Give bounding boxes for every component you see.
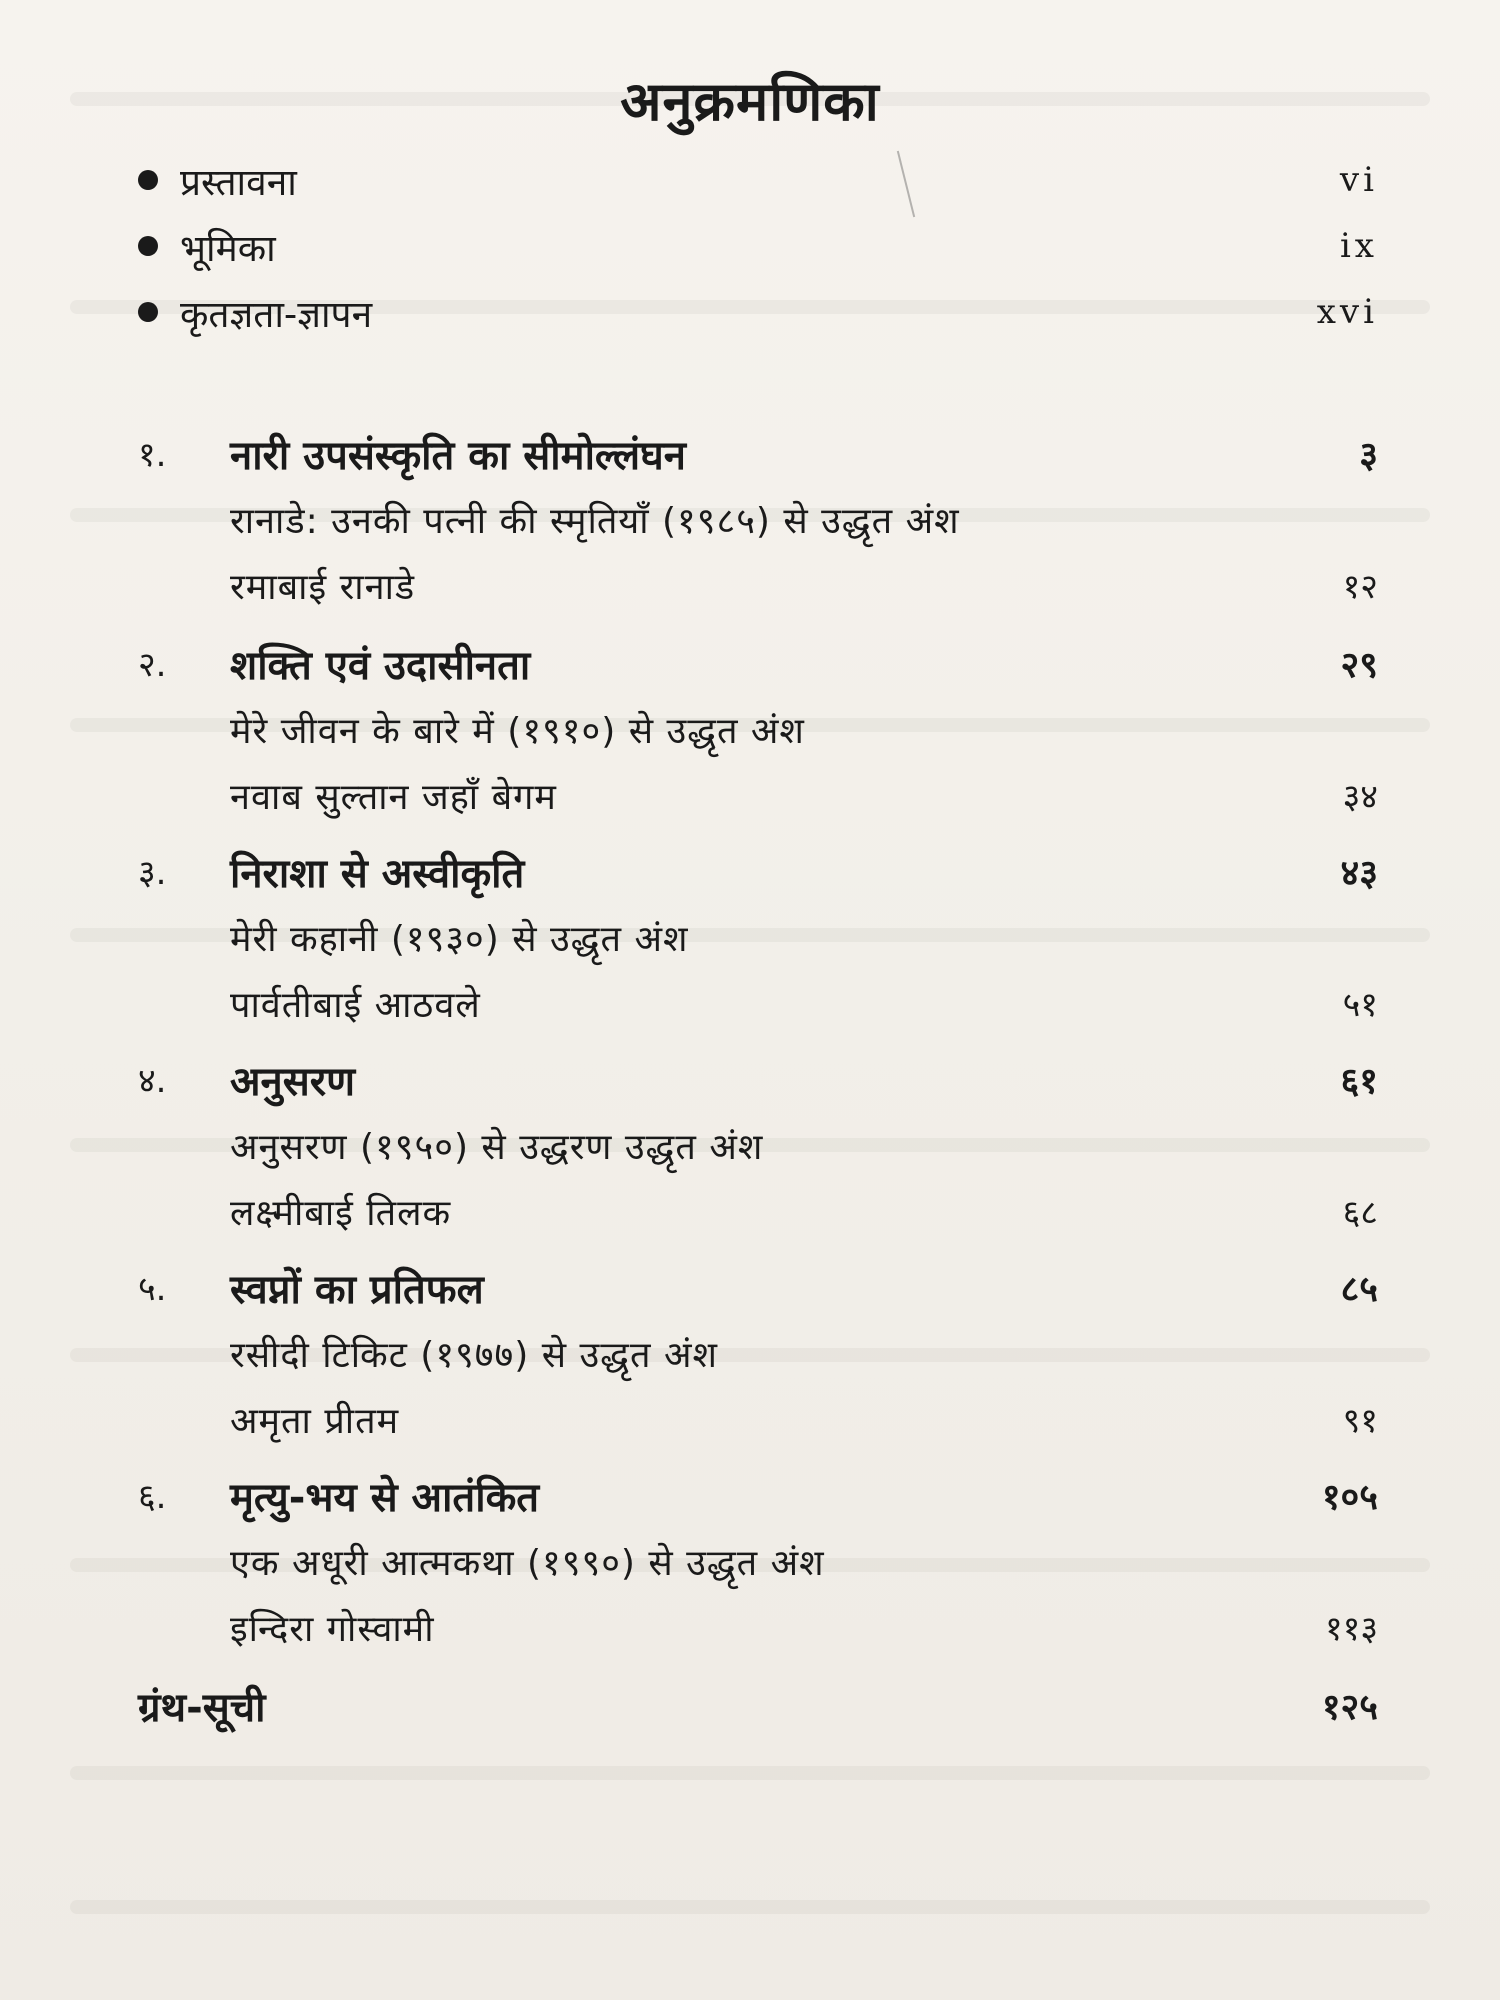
excerpt-source: रानाडे: उनकी पत्नी की स्मृतियाँ (१९८५) से उद्धृत अंश — [230, 500, 960, 542]
excerpt-source: मेरी कहानी (१९३०) से उद्धृत अंश — [230, 918, 689, 960]
author-page: ९१ — [1342, 1401, 1378, 1441]
chapter-title: मृत्यु-भय से आतंकित — [230, 1474, 540, 1521]
chapter-number: १. — [138, 435, 167, 475]
excerpt-author: अमृता प्रीतम — [230, 1400, 400, 1442]
chapter-page: ४३ — [1340, 852, 1378, 894]
excerpt-author: रमाबाई रानाडे — [230, 566, 416, 608]
toc-author[interactable] — [230, 762, 1378, 828]
toc-author[interactable] — [230, 1386, 1378, 1452]
excerpt-author: इन्दिरा गोस्वामी — [230, 1608, 435, 1650]
chapter-title: शक्ति एवं उदासीनता — [230, 642, 531, 689]
toc-excerpt[interactable] — [230, 486, 1378, 552]
author-page: १२ — [1342, 567, 1378, 607]
chapter-number: ३. — [138, 853, 167, 893]
toc-front-label: भूमिका — [180, 226, 276, 270]
chapter-title: नारी उपसंस्कृति का सीमोल्लंघन — [230, 432, 686, 479]
chapter-page: १०५ — [1321, 1476, 1378, 1518]
toc-chapter[interactable] — [138, 420, 1378, 486]
toc-chapter[interactable] — [138, 1254, 1378, 1320]
bullet-icon — [138, 170, 158, 190]
toc-author[interactable] — [230, 552, 1378, 618]
page-title: अनुक्रमणिका — [620, 70, 880, 133]
author-page: ५१ — [1342, 985, 1378, 1025]
show-through-line — [70, 1766, 1430, 1780]
toc-chapter[interactable] — [138, 1046, 1378, 1112]
author-page: ११३ — [1324, 1609, 1378, 1649]
toc-chapter[interactable] — [138, 838, 1378, 904]
toc-author[interactable] — [230, 1594, 1378, 1660]
bullet-icon — [138, 236, 158, 256]
toc-chapter[interactable] — [138, 630, 1378, 696]
toc-author[interactable] — [230, 970, 1378, 1036]
toc-author[interactable] — [230, 1178, 1378, 1244]
excerpt-source: मेरे जीवन के बारे में (१९१०) से उद्धृत अंश — [230, 710, 805, 752]
bullet-icon — [138, 302, 158, 322]
toc-excerpt[interactable] — [230, 1528, 1378, 1594]
toc-front-page: vi — [1339, 160, 1378, 200]
chapter-title: स्वप्नों का प्रतिफल — [230, 1266, 484, 1313]
toc-front-label: कृतज्ञता-ज्ञापन — [180, 292, 373, 336]
toc-excerpt[interactable] — [230, 1112, 1378, 1178]
toc-front-item[interactable] — [138, 213, 1378, 279]
chapter-page: ६१ — [1340, 1060, 1378, 1102]
chapter-page: ३ — [1359, 434, 1378, 476]
toc-chapter[interactable] — [138, 1462, 1378, 1528]
author-page: ३४ — [1342, 777, 1378, 817]
chapter-page: ८५ — [1340, 1268, 1378, 1310]
toc-bibliography[interactable] — [138, 1672, 1378, 1738]
toc-excerpt[interactable] — [230, 696, 1378, 762]
chapter-number: ४. — [138, 1061, 167, 1101]
excerpt-author: लक्ष्मीबाई तिलक — [230, 1192, 452, 1234]
excerpt-source: अनुसरण (१९५०) से उद्धरण उद्धृत अंश — [230, 1126, 764, 1168]
toc-excerpt[interactable] — [230, 1320, 1378, 1386]
bibliography-title: ग्रंथ-सूची — [138, 1684, 266, 1731]
toc-front-page: xvi — [1316, 292, 1378, 332]
chapter-number: ६. — [138, 1477, 167, 1517]
chapter-title: निराशा से अस्वीकृति — [230, 850, 525, 897]
author-page: ६८ — [1342, 1193, 1378, 1233]
bibliography-page: १२५ — [1321, 1686, 1378, 1728]
show-through-line — [70, 1900, 1430, 1914]
excerpt-author: नवाब सुल्तान जहाँ बेगम — [230, 776, 557, 818]
excerpt-source: रसीदी टिकिट (१९७७) से उद्धृत अंश — [230, 1334, 718, 1376]
toc-front-label: प्रस्तावना — [180, 160, 297, 204]
excerpt-author: पार्वतीबाई आठवले — [230, 984, 481, 1026]
chapter-number: ५. — [138, 1269, 167, 1309]
excerpt-source: एक अधूरी आत्मकथा (१९९०) से उद्धृत अंश — [230, 1542, 825, 1584]
chapter-number: २. — [138, 645, 167, 685]
chapter-title: अनुसरण — [230, 1058, 356, 1105]
toc-excerpt[interactable] — [230, 904, 1378, 970]
toc-front-page: ix — [1339, 226, 1378, 266]
toc-front-item[interactable] — [138, 279, 1378, 345]
chapter-page: २९ — [1340, 644, 1378, 686]
toc-front-item[interactable] — [138, 147, 1378, 213]
